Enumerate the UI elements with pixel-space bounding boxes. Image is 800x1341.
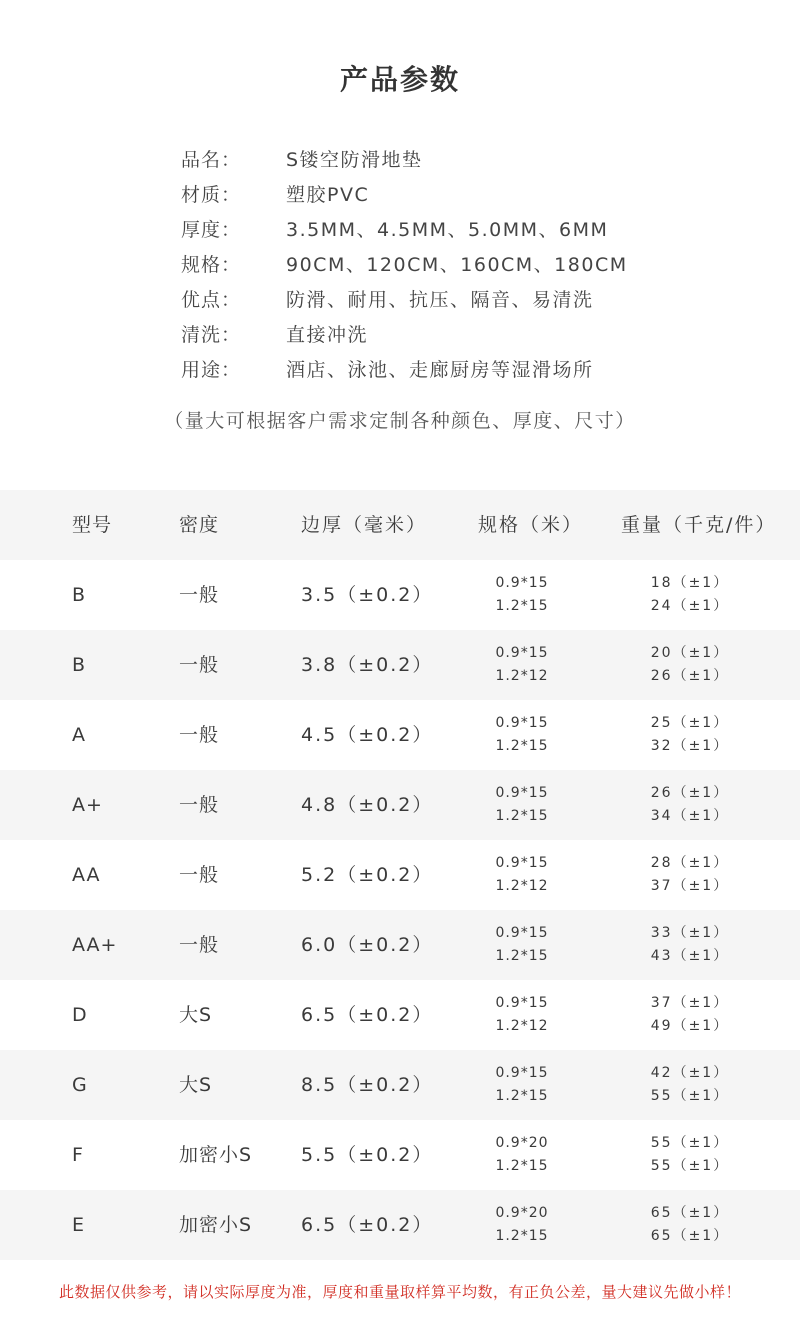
weight-line: 55（±1）: [650, 1088, 730, 1104]
spec-line: 1.2*12: [495, 668, 549, 684]
cell-model: AA: [72, 864, 101, 886]
spec-line: 1.2*15: [495, 738, 549, 754]
cell-model: B: [72, 654, 87, 676]
spec-row-cleaning: [181, 318, 628, 353]
spec-row-usage: [181, 353, 628, 388]
cell-spec: [482, 992, 562, 1038]
spec-row-thickness: [181, 213, 628, 248]
spec-row-material: [181, 178, 628, 213]
spec-value: 塑胶PVC: [286, 184, 370, 206]
weight-line: 42（±1）: [650, 1065, 730, 1081]
cell-thickness: 3.5（±0.2）: [301, 584, 434, 606]
spec-row-advantages: [181, 283, 628, 318]
cell-weight: [640, 642, 740, 688]
spec-line: 0.9*15: [495, 855, 549, 871]
weight-line: 26（±1）: [650, 785, 730, 801]
cell-model: G: [72, 1074, 88, 1096]
header-model: 型号: [72, 514, 113, 536]
spec-value: 直接冲洗: [286, 324, 369, 346]
page-title: 产品参数: [339, 63, 460, 96]
cell-weight: [640, 992, 740, 1038]
spec-line: 0.9*20: [495, 1135, 549, 1151]
spec-line: 1.2*12: [495, 878, 549, 894]
spec-line: 1.2*15: [495, 948, 549, 964]
weight-line: 34（±1）: [650, 808, 730, 824]
spec-line: 0.9*15: [495, 645, 549, 661]
table-row: [0, 630, 800, 700]
cell-model: F: [72, 1144, 84, 1166]
cell-model: D: [72, 1004, 88, 1026]
cell-weight: [640, 712, 740, 758]
table-row: [0, 840, 800, 910]
spec-line: 0.9*20: [495, 1205, 549, 1221]
weight-line: 25（±1）: [650, 715, 730, 731]
weight-line: 33（±1）: [650, 925, 730, 941]
spec-label: 规格：: [181, 254, 242, 276]
cell-thickness: 4.5（±0.2）: [301, 724, 434, 746]
disclaimer-note: 此数据仅供参考，请以实际厚度为准，厚度和重量取样算平均数，有正负公差，量大建议先做小样！: [58, 1283, 741, 1301]
header-weight: 重量（千克/件）: [621, 514, 777, 536]
table-row: [0, 1120, 800, 1190]
spec-row-size: [181, 248, 628, 283]
cell-spec: [482, 712, 562, 758]
cell-thickness: 3.8（±0.2）: [301, 654, 434, 676]
cell-spec: [482, 782, 562, 828]
cell-model: A+: [72, 794, 103, 816]
cell-weight: [640, 922, 740, 968]
header-thickness: 边厚（毫米）: [301, 514, 428, 536]
weight-line: 55（±1）: [650, 1135, 730, 1151]
header-density: 密度: [179, 514, 220, 536]
table-row: [0, 980, 800, 1050]
table-row: [0, 1050, 800, 1120]
cell-weight: [640, 782, 740, 828]
spec-value: 酒店、泳池、走廊厨房等湿滑场所: [286, 359, 594, 381]
spec-label: 材质：: [181, 184, 242, 206]
cell-density: 大S: [179, 1074, 213, 1096]
cell-thickness: 6.5（±0.2）: [301, 1004, 434, 1026]
cell-spec: [482, 1132, 562, 1178]
cell-density: 一般: [179, 864, 220, 886]
cell-spec: [482, 922, 562, 968]
spec-label: 优点：: [181, 289, 242, 311]
cell-model: B: [72, 584, 87, 606]
spec-line: 0.9*15: [495, 575, 549, 591]
cell-weight: [640, 852, 740, 898]
header-spec: 规格（米）: [478, 514, 584, 536]
cell-thickness: 6.0（±0.2）: [301, 934, 434, 956]
weight-line: 65（±1）: [650, 1228, 730, 1244]
spec-label: 用途：: [181, 359, 242, 381]
spec-line: 0.9*15: [495, 1065, 549, 1081]
cell-weight: [640, 1132, 740, 1178]
spec-label: 品名：: [181, 149, 242, 171]
spec-line: 0.9*15: [495, 785, 549, 801]
cell-spec: [482, 1062, 562, 1108]
spec-label: 清洗：: [181, 324, 242, 346]
spec-line: 1.2*15: [495, 1088, 549, 1104]
spec-line: 0.9*15: [495, 925, 549, 941]
table-header-row: [0, 490, 800, 560]
table-row: [0, 1190, 800, 1260]
cell-spec: [482, 852, 562, 898]
spec-line: 1.2*15: [495, 1228, 549, 1244]
weight-line: 37（±1）: [650, 995, 730, 1011]
cell-model: AA+: [72, 934, 118, 956]
spec-value: S镂空防滑地垫: [286, 149, 423, 171]
spec-line: 1.2*15: [495, 808, 549, 824]
spec-list: [181, 143, 628, 388]
cell-density: 一般: [179, 794, 220, 816]
weight-line: 49（±1）: [650, 1018, 730, 1034]
weight-line: 65（±1）: [650, 1205, 730, 1221]
cell-model: A: [72, 724, 86, 746]
spec-value: 90CM、120CM、160CM、180CM: [286, 254, 628, 276]
cell-spec: [482, 642, 562, 688]
cell-spec: [482, 572, 562, 618]
customization-note: （量大可根据客户需求定制各种颜色、厚度、尺寸）: [164, 410, 636, 432]
cell-weight: [640, 1062, 740, 1108]
table-row: [0, 700, 800, 770]
cell-weight: [640, 1202, 740, 1248]
spec-line: 0.9*15: [495, 995, 549, 1011]
weight-line: 20（±1）: [650, 645, 730, 661]
weight-line: 55（±1）: [650, 1158, 730, 1174]
cell-density: 一般: [179, 584, 220, 606]
weight-line: 18（±1）: [650, 575, 730, 591]
cell-thickness: 8.5（±0.2）: [301, 1074, 434, 1096]
spec-line: 0.9*15: [495, 715, 549, 731]
cell-density: 一般: [179, 724, 220, 746]
spec-line: 1.2*15: [495, 598, 549, 614]
table-row: [0, 910, 800, 980]
spec-label: 厚度：: [181, 219, 242, 241]
cell-thickness: 5.5（±0.2）: [301, 1144, 434, 1166]
cell-density: 一般: [179, 654, 220, 676]
cell-thickness: 6.5（±0.2）: [301, 1214, 434, 1236]
weight-line: 43（±1）: [650, 948, 730, 964]
cell-density: 一般: [179, 934, 220, 956]
weight-line: 32（±1）: [650, 738, 730, 754]
spec-table: [0, 490, 800, 1260]
spec-line: 1.2*12: [495, 1018, 549, 1034]
table-row: [0, 770, 800, 840]
cell-spec: [482, 1202, 562, 1248]
weight-line: 28（±1）: [650, 855, 730, 871]
cell-thickness: 4.8（±0.2）: [301, 794, 434, 816]
weight-line: 37（±1）: [650, 878, 730, 894]
spec-value: 3.5MM、4.5MM、5.0MM、6MM: [286, 219, 609, 241]
table-row: [0, 560, 800, 630]
spec-line: 1.2*15: [495, 1158, 549, 1174]
spec-row-name: [181, 143, 628, 178]
weight-line: 26（±1）: [650, 668, 730, 684]
cell-thickness: 5.2（±0.2）: [301, 864, 434, 886]
spec-value: 防滑、耐用、抗压、隔音、易清洗: [286, 289, 594, 311]
cell-model: E: [72, 1214, 86, 1236]
cell-density: 加密小S: [179, 1214, 253, 1236]
cell-density: 大S: [179, 1004, 213, 1026]
weight-line: 24（±1）: [650, 598, 730, 614]
cell-density: 加密小S: [179, 1144, 253, 1166]
cell-weight: [640, 572, 740, 618]
